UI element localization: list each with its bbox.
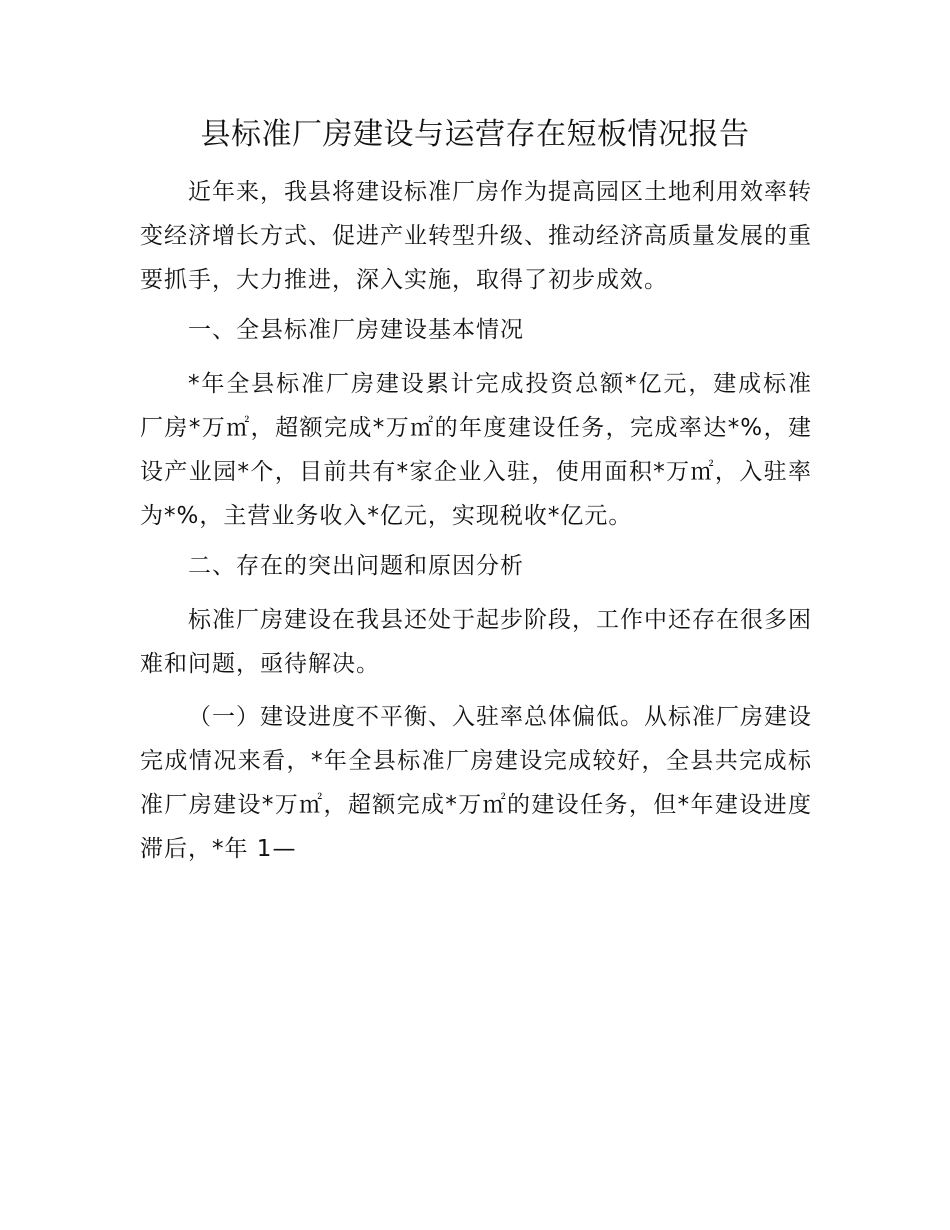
intro-paragraph: 近年来，我县将建设标准厂房作为提高园区土地利用效率转变经济增长方式、促进产业转型升级、推动经济高质量发展的重要抓手，大力推进，深入实施，取得了初步成效。 [140,179,812,293]
basic-situation-paragraph: *年全县标准厂房建设累计完成投资总额*亿元，建成标准厂房*万㎡，超额完成*万㎡的年度建设任务，完成率达*%，建设产业园*个，目前共有*家企业入驻，使用面积*万㎡，入驻率为*%，主营业务收入*亿元，实现税收*亿元。 [140,371,812,529]
problems-intro-paragraph: 标准厂房建设在我县还处于起步阶段，工作中还存在很多困难和问题，亟待解决。 [140,607,812,677]
problem-1-paragraph: （一）建设进度不平衡、入驻率总体偏低。从标准厂房建设完成情况来看，*年全县标准厂房建设完成较好，全县共完成标准厂房建设*万㎡，超额完成*万㎡的建设任务，但*年建设进度滞后，*年 1— [140,704,812,862]
section-heading-2: 二、存在的突出问题和原因分析 [188,553,524,579]
document-title: 县标准厂房建设与运营存在短板情况报告 [200,117,750,152]
section-heading-1: 一、全县标准厂房建设基本情况 [188,317,524,343]
